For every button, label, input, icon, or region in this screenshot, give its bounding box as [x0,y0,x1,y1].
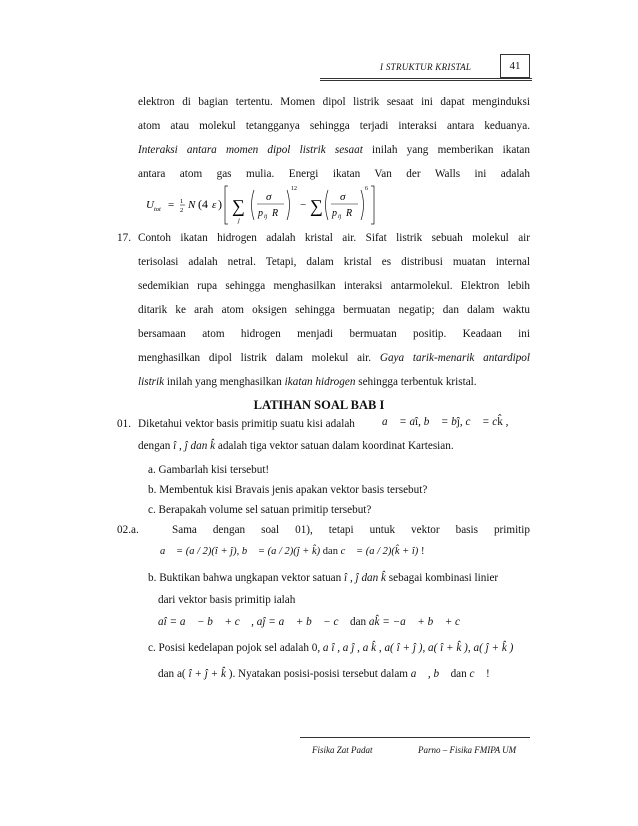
q02-basis-vectors: a⃗ = (a / 2)(î + ĵ), b⃗ = (a / 2)(ĵ + k̂) dan c⃗ = (a / 2)(k̂ + î) ! [160,546,425,557]
svg-text:∑: ∑ [310,196,323,216]
q01-line-2: dengan î , ĵ dan k̂ adalah tiga vektor satuan dalam koordinat Kartesian. [138,440,454,452]
svg-text:): ) [218,197,222,211]
footer-left: Fisika Zat Padat [312,745,373,755]
svg-text:ε: ε [212,199,217,211]
svg-text:ij: ij [338,214,342,220]
svg-text:N: N [188,199,196,211]
svg-text:−: − [300,199,307,211]
item-17-line-2: terisolasi adalah netral. Tetapi, dalam kristal es distribusi muatan internal [138,256,530,268]
chapter-title: I STRUKTUR KRISTAL [380,62,472,72]
item-17-line-6: menghasilkan dipol listrik dalam molekul air. Gaya tarik-menarik antardipol [138,352,530,364]
svg-text:2: 2 [180,207,184,214]
q02-part-b-line-1: b. Buktikan bahwa ungkapan vektor satuan î , ĵ dan k̂ sebagai kombinasi linier [148,572,499,584]
svg-text:6: 6 [365,186,368,192]
header-rule [320,78,532,79]
svg-text:p: p [332,208,337,219]
svg-text:R: R [346,208,353,219]
svg-text:1: 1 [180,198,184,205]
section-heading: LATIHAN SOAL BAB I [253,398,385,412]
item-17-number: 17. [117,232,131,244]
intro-line-3: Interaksi antara momen dipol listrik sesaat inilah yang memberikan ikatan [138,144,530,156]
svg-text:12: 12 [291,186,297,192]
item-17-line-5: bersamaan atom hidrogen menjadi bermuatan positip. Keadaan ini [138,328,530,340]
item-17-line-4: ditarik ke arah atom oksigen sehingga bermuatan negatip; dan dalam waktu [138,304,530,316]
intro-line-2: atom atau molekul tetangganya sehingga terjadi interaksi antara keduanya. [138,120,530,132]
q01-line-1: Diketahui vektor basis primitip suatu kisi adalah [138,418,355,430]
q01-part-c: c. Berapakah volume sel satuan primitip tersebut? [148,504,372,516]
svg-text:R: R [272,208,279,219]
svg-text:tot: tot [154,206,161,213]
svg-text:U: U [146,199,154,211]
q02-part-b-line-2: dari vektor basis primitip ialah [158,594,296,606]
svg-text:p: p [258,208,263,219]
item-17-line-1: Contoh ikatan hidrogen adalah kristal air. Sifat listrik sebuah molekul air [138,232,530,244]
header-rule-2 [320,80,532,81]
q01-part-a: a. Gambarlah kisi tersebut! [148,464,270,476]
q01-basis-vectors: a⃗ = aî, b⃗ = bĵ, c⃗ = ck̂ , [382,416,509,428]
vdw-energy-equation [138,180,378,230]
footer-rule [300,737,530,738]
item-17-line-7: listrik inilah yang menghasilkan ikatan hidrogen sehingga terbentuk kristal. [138,376,477,388]
footer-right: Parno – Fisika FMIPA UM [418,745,517,755]
svg-text:(4: (4 [198,197,208,211]
q01-part-b: b. Membentuk kisi Bravais jenis apakan vektor basis tersebut? [148,484,428,496]
q01-number: 01. [117,418,131,430]
q02-part-c-line-1: c. Posisi kedelapan pojok sel adalah 0, a î , a ĵ , a k̂ , a( î + ĵ ), a( î + k̂ ), a( ĵ + k̂ ) [148,642,514,654]
q02-line-1: Sama dengan soal 01), tetapi untuk vektor basis primitip [172,524,530,536]
page-number: 41 [500,54,530,78]
q02-number: 02.a. [117,524,139,536]
svg-text:σ: σ [266,191,272,203]
svg-text:j: j [238,217,240,224]
q02-part-c-line-2: dan a( î + ĵ + k̂ ). Nyatakan posisi-posisi tersebut dalam a⃗ , b⃗ dan c⃗ ! [158,668,490,680]
svg-text:∑: ∑ [232,196,245,216]
intro-line-4: antara atom gas mulia. Energi ikatan Van der Walls ini adalah [138,168,530,180]
svg-text:=: = [168,199,175,211]
intro-line-1: elektron di bagian tertentu. Momen dipol listrik sesaat ini dapat menginduksi [138,96,530,108]
q02-linear-combinations: aî = a⃗ − b⃗ + c⃗ , aĵ = a⃗ + b⃗ − c⃗ dan ak̂ = −a⃗ + b⃗ + c⃗ [158,616,469,628]
item-17-line-3: sedemikian rupa sehingga menghasilkan interaksi antarmolekul. Elektron lebih [138,280,530,292]
svg-text:σ: σ [340,191,346,203]
svg-text:ij: ij [264,214,268,220]
